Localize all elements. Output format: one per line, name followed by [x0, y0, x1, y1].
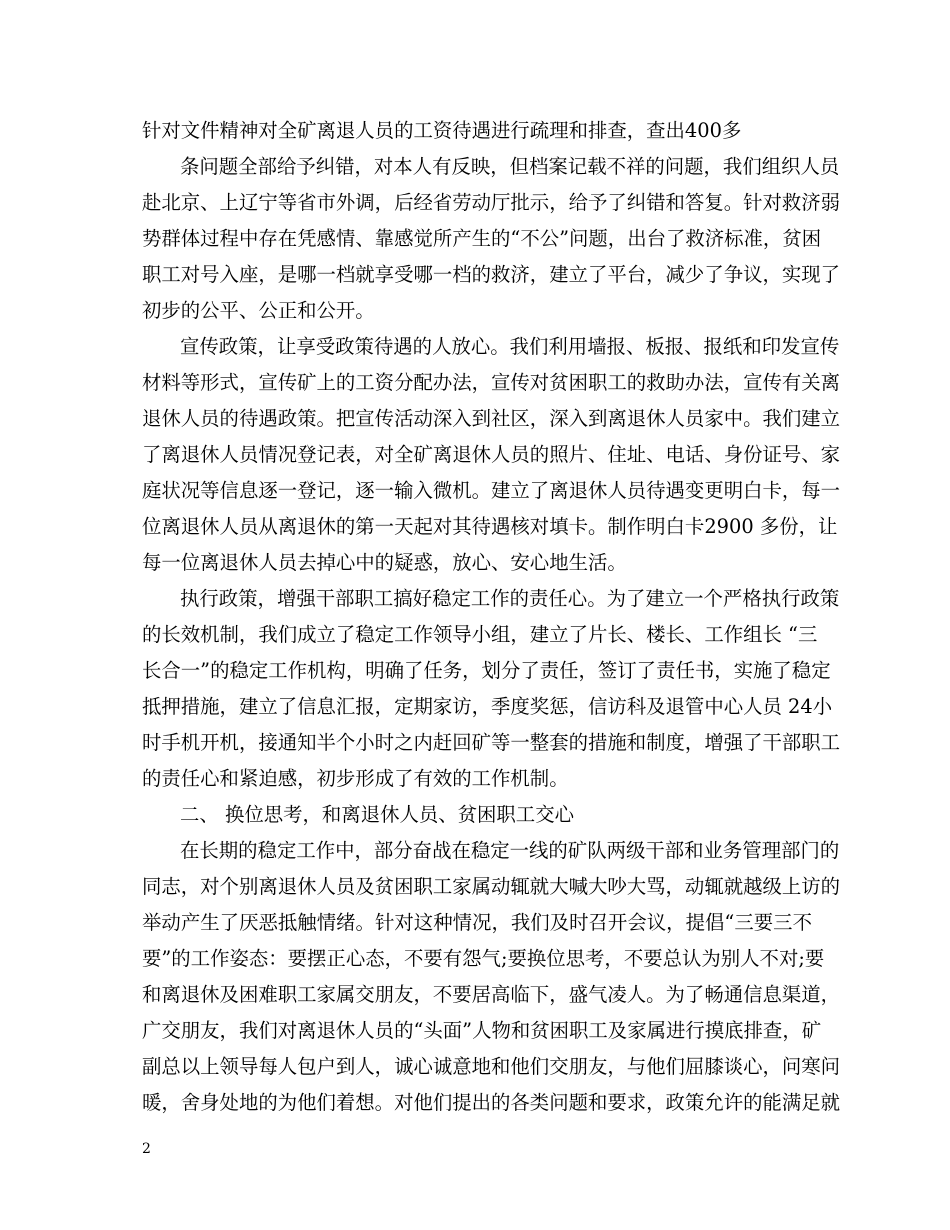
text-line: 时手机开机，接通知半个小时之内赶回矿等一整套的措施和制度，增强了干部职工	[142, 731, 841, 754]
text-line: 同志，对个别离退休人员及贫困职工家属动辄就大喊大吵大骂，动辄就越级上访的	[142, 875, 841, 898]
section-heading: 二、 换位思考，和离退休人员、贫困职工交心	[180, 803, 574, 826]
text-line: 宣传政策，让享受政策待遇的人放心。我们利用墙报、板报、报纸和印发宣传	[180, 335, 840, 358]
text-line: 广交朋友，我们对离退休人员的“头面”人物和贫困职工及家属进行摸底排查，矿	[142, 1019, 822, 1042]
text-line: 副总以上领导每人包户到人，诚心诚意地和他们交朋友，与他们屈膝谈心，问寒问	[142, 1055, 841, 1078]
text-line: 在长期的稳定工作中，部分奋战在稳定一线的矿队两级干部和业务管理部门的	[180, 839, 840, 862]
text-line: 长合一”的稳定工作机构，明确了任务，划分了责任，签订了责任书，实施了稳定	[142, 659, 831, 682]
text-line: 退休人员的待遇政策。把宣传活动深入到社区，深入到离退休人员家中。我们建立	[142, 407, 841, 430]
text-line: 的长效机制，我们成立了稳定工作领导小组，建立了片长、楼长、工作组长 “三	[142, 623, 818, 646]
text-line: 位离退休人员从离退休的第一天起对其待遇核对填卡。制作明白卡2900 多份，让	[142, 515, 838, 538]
text-line: 抵押措施，建立了信息汇报，定期家访，季度奖惩，信访科及退管中心人员 24小	[142, 695, 833, 718]
text-line: 材料等形式，宣传矿上的工资分配办法，宣传对贫困职工的救助办法，宣传有关离	[142, 371, 841, 394]
text-line: 的责任心和紧迫感，初步形成了有效的工作机制。	[142, 767, 569, 790]
text-line: 针对文件精神对全矿离退人员的工资待遇进行疏理和排查，查出400多	[142, 119, 742, 142]
text-line: 了离退休人员情况登记表，对全矿离退休人员的照片、住址、电话、身份证号、家	[142, 443, 841, 466]
text-line: 赴北京、上辽宁等省市外调，后经省劳动厅批示，给予了纠错和答复。针对救济弱	[142, 191, 841, 214]
page-number: 2	[142, 1141, 151, 1157]
text-line: 举动产生了厌恶抵触情绪。针对这种情况，我们及时召开会议，提倡“三要三不	[142, 911, 812, 934]
text-line: 和离退休及困难职工家属交朋友，不要居高临下，盛气凌人。为了畅通信息渠道，	[142, 983, 841, 1006]
text-line: 每一位离退休人员去掉心中的疑惑，放心、安心地生活。	[142, 551, 627, 574]
text-line: 职工对号入座，是哪一档就享受哪一档的救济，建立了平台，减少了争议，实现了	[142, 263, 841, 286]
text-line: 要”的工作姿态：要摆正心态，不要有怨气;要换位思考，不要总认为别人不对;要	[142, 947, 825, 970]
text-line: 初步的公平、公正和公开。	[142, 299, 375, 322]
text-line: 条问题全部给予纠错，对本人有反映，但档案记载不祥的问题，我们组织人员	[180, 155, 840, 178]
text-line: 执行政策，增强干部职工搞好稳定工作的责任心。为了建立一个严格执行政策	[180, 587, 840, 610]
text-line: 庭状况等信息逐一登记，逐一输入微机。建立了离退休人员待遇变更明白卡，每一	[142, 479, 841, 502]
text-line: 暖，舍身处地的为他们着想。对他们提出的各类问题和要求，政策允许的能满足就	[142, 1091, 841, 1114]
text-line: 势群体过程中存在凭感情、靠感觉所产生的“不公”问题，出台了救济标准，贫困	[142, 227, 822, 250]
